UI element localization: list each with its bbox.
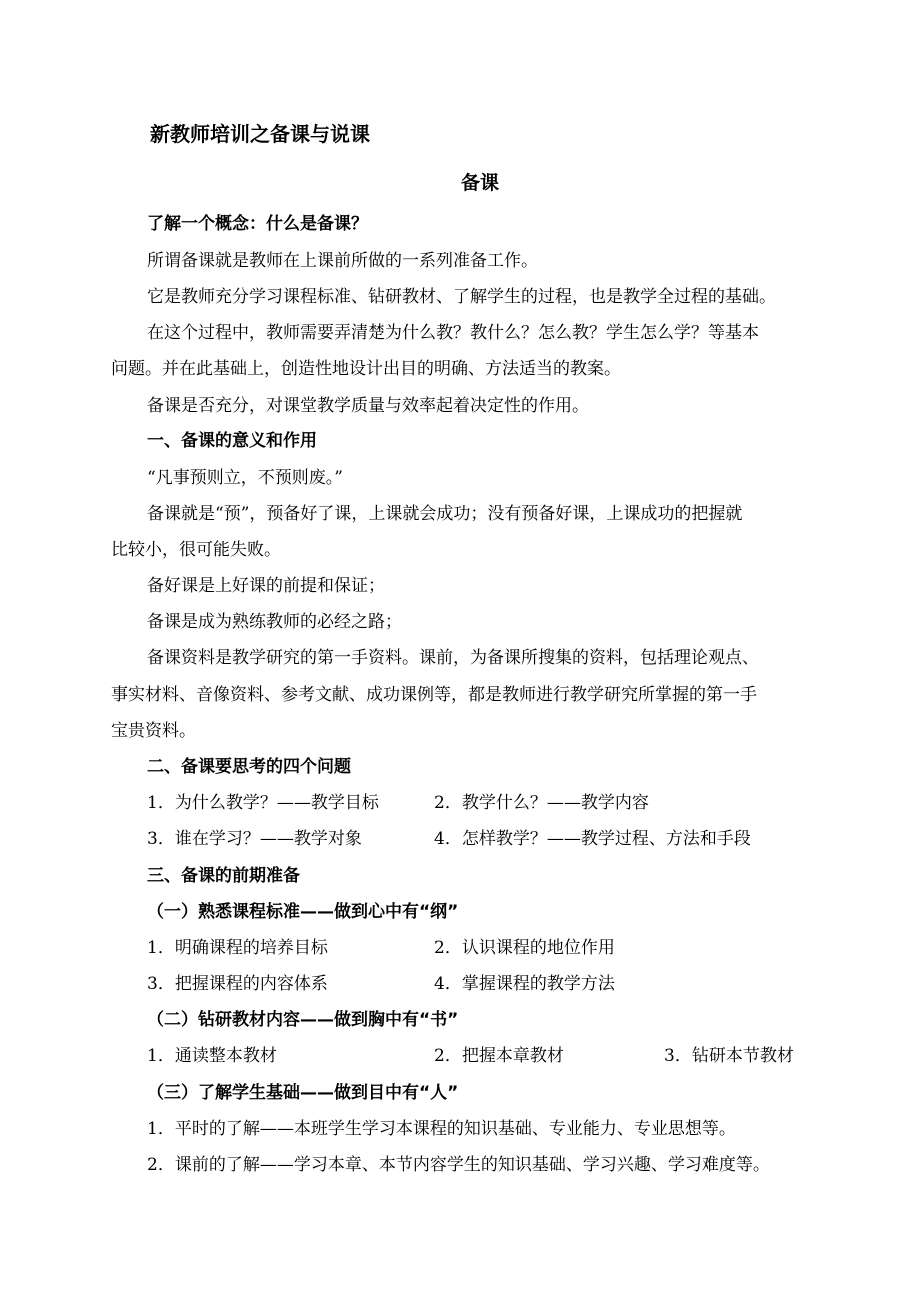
- list-item: 3．谁在学习？——教学对象: [147, 829, 362, 849]
- list-item: 1．明确课程的培养目标: [147, 938, 328, 958]
- section-title: 备课: [461, 172, 500, 194]
- paragraph: 备课就是“预”，预备好了课，上课就会成功；没有预备好课，上课成功的把握就: [147, 504, 743, 524]
- list-item: 2．课前的了解——学习本章、本节内容学生的知识基础、学习兴趣、学习难度等。: [147, 1155, 770, 1175]
- list-item: 1．平时的了解——本班学生学习本课程的知识基础、专业能力、专业思想等。: [147, 1119, 736, 1139]
- paragraph-continuation: 事实材料、音像资料、参考文献、成功课例等，都是教师进行教学研究所掌握的第一手: [111, 685, 757, 705]
- document-title: 新教师培训之备课与说课: [150, 122, 370, 146]
- quote: “凡事预则立，不预则废。”: [147, 468, 343, 488]
- paragraph: 它是教师充分学习课程标准、钻研教材、了解学生的过程，也是教学全过程的基础。: [147, 287, 776, 307]
- paragraph-continuation: 宝贵资料。: [111, 721, 196, 741]
- paragraph: 备课是否充分，对课堂教学质量与效率起着决定性的作用。: [147, 396, 589, 416]
- list-item: 2．教学什么？——教学内容: [434, 793, 649, 813]
- list-item: 4．怎样教学？——教学过程、方法和手段: [434, 829, 751, 849]
- list-item: 1．为什么教学？——教学目标: [147, 793, 379, 813]
- paragraph: 备课资料是教学研究的第一手资料。课前，为备课所搜集的资料，包括理论观点、: [147, 648, 759, 668]
- section-heading: 一、备课的意义和作用: [147, 431, 317, 451]
- subsection-heading: （三）了解学生基础——做到目中有“人”: [147, 1083, 459, 1103]
- paragraph: 在这个过程中，教师需要弄清楚为什么教？教什么？怎么教？学生怎么学？等基本: [147, 323, 759, 343]
- list-item: 3．把握课程的内容体系: [147, 974, 328, 994]
- paragraph: 备好课是上好课的前提和保证；: [147, 576, 385, 596]
- list-item: 4．掌握课程的教学方法: [434, 974, 615, 994]
- paragraph-continuation: 比较小，很可能失败。: [111, 540, 281, 560]
- list-item: 3．钻研本节教材: [664, 1046, 794, 1066]
- list-item: 1．通读整本教材: [147, 1046, 277, 1066]
- subsection-heading: （二）钻研教材内容——做到胸中有“书”: [147, 1010, 459, 1030]
- list-item: 2．认识课程的地位作用: [434, 938, 615, 958]
- section-heading: 三、备课的前期准备: [147, 866, 300, 886]
- list-item: 2．把握本章教材: [434, 1046, 564, 1066]
- concept-heading: 了解一个概念：什么是备课？: [147, 214, 368, 234]
- paragraph-continuation: 问题。并在此基础上，创造性地设计出目的明确、方法适当的教案。: [111, 359, 621, 379]
- paragraph: 所谓备课就是教师在上课前所做的一系列准备工作。: [147, 251, 538, 271]
- section-heading: 二、备课要思考的四个问题: [147, 757, 351, 777]
- paragraph: 备课是成为熟练教师的必经之路；: [147, 612, 402, 632]
- subsection-heading: （一）熟悉课程标准——做到心中有“纲”: [147, 902, 459, 922]
